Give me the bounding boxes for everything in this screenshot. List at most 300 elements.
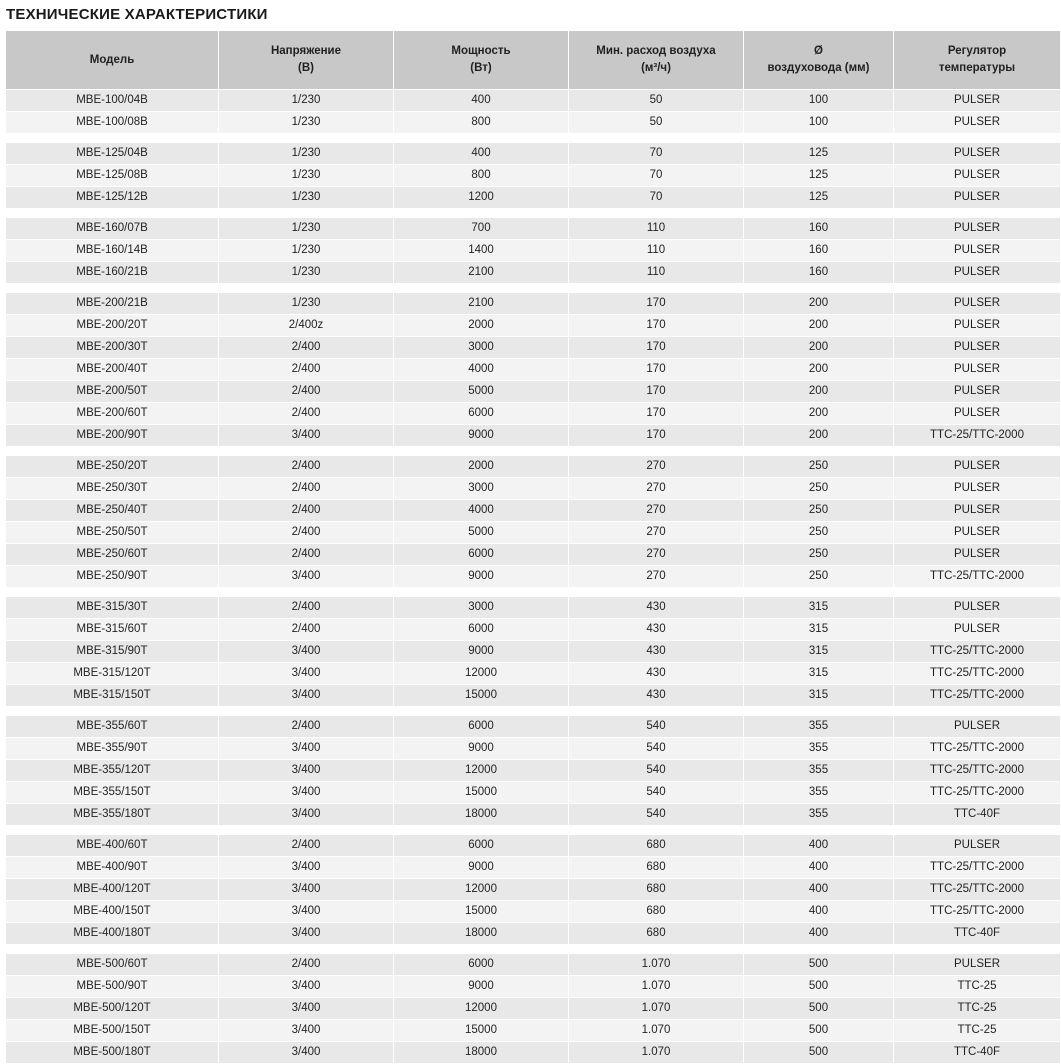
table-row bbox=[6, 165, 1061, 187]
cell-value: 2/400 bbox=[219, 456, 394, 478]
column-header-2 bbox=[394, 31, 569, 90]
cell-value: TTC-25/TTC-2000 bbox=[894, 663, 1061, 685]
table-row bbox=[6, 381, 1061, 403]
cell-value: 800 bbox=[394, 165, 569, 187]
cell-value: 700 bbox=[394, 218, 569, 240]
cell-value: 110 bbox=[569, 218, 744, 240]
cell-value: TTC-25/TTC-2000 bbox=[894, 901, 1061, 923]
cell-value: 2/400z bbox=[219, 315, 394, 337]
cell-model: MBE-355/90T bbox=[6, 738, 219, 760]
cell-model: MBE-200/20T bbox=[6, 315, 219, 337]
cell-model: MBE-315/30T bbox=[6, 597, 219, 619]
cell-value: 2/400 bbox=[219, 835, 394, 857]
group-separator-cell bbox=[6, 707, 1061, 716]
table-row bbox=[6, 1042, 1061, 1064]
cell-value: 400 bbox=[394, 90, 569, 112]
cell-value: PULSER bbox=[894, 597, 1061, 619]
cell-value: 12000 bbox=[394, 760, 569, 782]
cell-value: TTC-25/TTC-2000 bbox=[894, 760, 1061, 782]
cell-value: 270 bbox=[569, 566, 744, 588]
cell-value: 160 bbox=[744, 262, 894, 284]
cell-value: 3/400 bbox=[219, 857, 394, 879]
cell-value: PULSER bbox=[894, 293, 1061, 315]
cell-value: PULSER bbox=[894, 337, 1061, 359]
group-separator bbox=[6, 707, 1061, 716]
cell-value: 2/400 bbox=[219, 403, 394, 425]
page-title: ТЕХНИЧЕСКИЕ ХАРАКТЕРИСТИКИ bbox=[6, 6, 268, 23]
cell-value: PULSER bbox=[894, 522, 1061, 544]
cell-value: 315 bbox=[744, 619, 894, 641]
cell-model: MBE-355/150T bbox=[6, 782, 219, 804]
cell-value: 110 bbox=[569, 240, 744, 262]
cell-value: TTC-25/TTC-2000 bbox=[894, 685, 1061, 707]
cell-value: 9000 bbox=[394, 641, 569, 663]
cell-value: 315 bbox=[744, 685, 894, 707]
cell-value: 355 bbox=[744, 804, 894, 826]
cell-value: 9000 bbox=[394, 738, 569, 760]
cell-value: 50 bbox=[569, 90, 744, 112]
cell-value: PULSER bbox=[894, 262, 1061, 284]
cell-value: 1200 bbox=[394, 187, 569, 209]
table-row bbox=[6, 403, 1061, 425]
table-row bbox=[6, 112, 1061, 134]
table-row bbox=[6, 782, 1061, 804]
cell-value: 250 bbox=[744, 500, 894, 522]
cell-value: 315 bbox=[744, 641, 894, 663]
cell-model: MBE-200/60T bbox=[6, 403, 219, 425]
cell-value: TTC-25 bbox=[894, 1020, 1061, 1042]
cell-model: MBE-400/120T bbox=[6, 879, 219, 901]
cell-model: MBE-250/20T bbox=[6, 456, 219, 478]
cell-value: 500 bbox=[744, 954, 894, 976]
column-header-line2: (м³/ч) bbox=[641, 62, 671, 74]
cell-value: 1.070 bbox=[569, 1042, 744, 1064]
cell-value: 18000 bbox=[394, 804, 569, 826]
cell-value: PULSER bbox=[894, 381, 1061, 403]
cell-value: 250 bbox=[744, 522, 894, 544]
table-row bbox=[6, 619, 1061, 641]
cell-value: 250 bbox=[744, 544, 894, 566]
cell-value: 315 bbox=[744, 597, 894, 619]
table-row bbox=[6, 738, 1061, 760]
group-separator-cell bbox=[6, 284, 1061, 293]
table-body bbox=[6, 90, 1061, 1064]
table-row bbox=[6, 315, 1061, 337]
table-row bbox=[6, 187, 1061, 209]
cell-value: 1/230 bbox=[219, 187, 394, 209]
cell-value: PULSER bbox=[894, 403, 1061, 425]
table-row bbox=[6, 240, 1061, 262]
cell-value: 400 bbox=[744, 879, 894, 901]
cell-value: 2/400 bbox=[219, 337, 394, 359]
cell-value: 3/400 bbox=[219, 1042, 394, 1064]
cell-model: MBE-200/50T bbox=[6, 381, 219, 403]
table-head bbox=[6, 31, 1061, 90]
cell-value: 3000 bbox=[394, 337, 569, 359]
cell-value: 9000 bbox=[394, 857, 569, 879]
cell-value: 2100 bbox=[394, 293, 569, 315]
column-header-line1: Мин. расход воздуха bbox=[596, 45, 716, 58]
group-separator-cell bbox=[6, 588, 1061, 597]
cell-value: 18000 bbox=[394, 1042, 569, 1064]
cell-model: MBE-400/150T bbox=[6, 901, 219, 923]
cell-value: 3/400 bbox=[219, 738, 394, 760]
cell-value: 430 bbox=[569, 597, 744, 619]
table-row bbox=[6, 500, 1061, 522]
cell-model: MBE-315/90T bbox=[6, 641, 219, 663]
group-separator-cell bbox=[6, 447, 1061, 456]
cell-value: 5000 bbox=[394, 381, 569, 403]
cell-value: 6000 bbox=[394, 403, 569, 425]
table-row bbox=[6, 857, 1061, 879]
cell-model: MBE-500/180T bbox=[6, 1042, 219, 1064]
cell-model: MBE-160/07B bbox=[6, 218, 219, 240]
cell-model: MBE-315/150T bbox=[6, 685, 219, 707]
table-row bbox=[6, 293, 1061, 315]
cell-value: 1/230 bbox=[219, 143, 394, 165]
table-row bbox=[6, 425, 1061, 447]
cell-value: 12000 bbox=[394, 879, 569, 901]
cell-value: 125 bbox=[744, 165, 894, 187]
cell-model: MBE-500/60T bbox=[6, 954, 219, 976]
cell-value: 680 bbox=[569, 923, 744, 945]
group-separator bbox=[6, 588, 1061, 597]
cell-value: 15000 bbox=[394, 901, 569, 923]
cell-model: MBE-400/60T bbox=[6, 835, 219, 857]
cell-value: 250 bbox=[744, 456, 894, 478]
cell-value: 1.070 bbox=[569, 954, 744, 976]
cell-value: 540 bbox=[569, 760, 744, 782]
group-separator bbox=[6, 134, 1061, 143]
cell-value: 315 bbox=[744, 663, 894, 685]
column-header-line1: Регулятор bbox=[947, 45, 1007, 58]
cell-value: 680 bbox=[569, 835, 744, 857]
column-header-line1: Модель bbox=[89, 53, 135, 66]
table-row bbox=[6, 566, 1061, 588]
cell-value: 400 bbox=[744, 857, 894, 879]
cell-value: 100 bbox=[744, 112, 894, 134]
table-row bbox=[6, 1020, 1061, 1042]
cell-value: 3000 bbox=[394, 478, 569, 500]
cell-value: 3/400 bbox=[219, 782, 394, 804]
group-separator bbox=[6, 826, 1061, 835]
cell-value: 2/400 bbox=[219, 381, 394, 403]
column-header-0 bbox=[6, 31, 219, 90]
cell-value: TTC-40F bbox=[894, 923, 1061, 945]
cell-value: 270 bbox=[569, 478, 744, 500]
cell-value: TTC-25 bbox=[894, 976, 1061, 998]
cell-value: 1.070 bbox=[569, 1020, 744, 1042]
column-header-line1: Мощность bbox=[451, 45, 511, 58]
cell-value: TTC-25/TTC-2000 bbox=[894, 857, 1061, 879]
cell-model: MBE-125/08B bbox=[6, 165, 219, 187]
cell-value: PULSER bbox=[894, 165, 1061, 187]
table-row bbox=[6, 90, 1061, 112]
cell-value: 200 bbox=[744, 337, 894, 359]
cell-value: 6000 bbox=[394, 619, 569, 641]
cell-value: 3/400 bbox=[219, 976, 394, 998]
column-header-line2: температуры bbox=[938, 62, 1016, 74]
cell-model: MBE-250/60T bbox=[6, 544, 219, 566]
cell-value: 270 bbox=[569, 522, 744, 544]
cell-value: 1.070 bbox=[569, 998, 744, 1020]
cell-value: 200 bbox=[744, 381, 894, 403]
table-row bbox=[6, 954, 1061, 976]
cell-value: 110 bbox=[569, 262, 744, 284]
cell-value: 1/230 bbox=[219, 165, 394, 187]
cell-value: 1400 bbox=[394, 240, 569, 262]
cell-value: 2100 bbox=[394, 262, 569, 284]
group-separator bbox=[6, 209, 1061, 218]
table-row bbox=[6, 760, 1061, 782]
cell-value: PULSER bbox=[894, 954, 1061, 976]
cell-value: 3/400 bbox=[219, 879, 394, 901]
cell-value: 200 bbox=[744, 293, 894, 315]
cell-value: 200 bbox=[744, 359, 894, 381]
cell-value: 5000 bbox=[394, 522, 569, 544]
cell-value: 3/400 bbox=[219, 760, 394, 782]
cell-value: 355 bbox=[744, 716, 894, 738]
cell-value: 9000 bbox=[394, 425, 569, 447]
group-separator-cell bbox=[6, 134, 1061, 143]
cell-value: PULSER bbox=[894, 619, 1061, 641]
table-row bbox=[6, 641, 1061, 663]
column-header-line2: воздуховода (мм) bbox=[767, 62, 870, 74]
cell-value: 2/400 bbox=[219, 619, 394, 641]
cell-value: 12000 bbox=[394, 998, 569, 1020]
cell-model: MBE-400/90T bbox=[6, 857, 219, 879]
cell-value: PULSER bbox=[894, 456, 1061, 478]
cell-value: TTC-25/TTC-2000 bbox=[894, 879, 1061, 901]
cell-value: 200 bbox=[744, 403, 894, 425]
cell-value: TTC-40F bbox=[894, 804, 1061, 826]
table-row bbox=[6, 218, 1061, 240]
group-separator bbox=[6, 945, 1061, 954]
cell-value: PULSER bbox=[894, 500, 1061, 522]
cell-value: 2/400 bbox=[219, 522, 394, 544]
cell-value: TTC-25/TTC-2000 bbox=[894, 425, 1061, 447]
cell-value: 1.070 bbox=[569, 976, 744, 998]
cell-value: TTC-25/TTC-2000 bbox=[894, 782, 1061, 804]
cell-value: 15000 bbox=[394, 685, 569, 707]
cell-value: 9000 bbox=[394, 566, 569, 588]
cell-value: 2/400 bbox=[219, 954, 394, 976]
cell-value: 500 bbox=[744, 976, 894, 998]
cell-value: PULSER bbox=[894, 143, 1061, 165]
cell-value: 6000 bbox=[394, 835, 569, 857]
cell-value: 170 bbox=[569, 337, 744, 359]
cell-model: MBE-200/40T bbox=[6, 359, 219, 381]
cell-value: 3/400 bbox=[219, 425, 394, 447]
cell-value: 15000 bbox=[394, 782, 569, 804]
table-row bbox=[6, 337, 1061, 359]
column-header-line2: (В) bbox=[298, 62, 314, 74]
cell-value: 3/400 bbox=[219, 804, 394, 826]
cell-value: TTC-25/TTC-2000 bbox=[894, 738, 1061, 760]
cell-value: 170 bbox=[569, 381, 744, 403]
cell-value: PULSER bbox=[894, 478, 1061, 500]
table-row bbox=[6, 976, 1061, 998]
table-row bbox=[6, 998, 1061, 1020]
cell-value: TTC-40F bbox=[894, 1042, 1061, 1064]
cell-value: 3/400 bbox=[219, 663, 394, 685]
cell-value: 270 bbox=[569, 500, 744, 522]
cell-value: 355 bbox=[744, 738, 894, 760]
cell-value: 100 bbox=[744, 90, 894, 112]
cell-value: 355 bbox=[744, 782, 894, 804]
cell-value: PULSER bbox=[894, 716, 1061, 738]
cell-model: MBE-200/21B bbox=[6, 293, 219, 315]
cell-value: 430 bbox=[569, 641, 744, 663]
cell-value: 6000 bbox=[394, 544, 569, 566]
cell-value: 2/400 bbox=[219, 544, 394, 566]
cell-model: MBE-125/12B bbox=[6, 187, 219, 209]
table-row bbox=[6, 522, 1061, 544]
cell-value: 70 bbox=[569, 187, 744, 209]
table-row bbox=[6, 716, 1061, 738]
table-row bbox=[6, 359, 1061, 381]
table-row bbox=[6, 143, 1061, 165]
cell-value: 540 bbox=[569, 716, 744, 738]
cell-value: 680 bbox=[569, 901, 744, 923]
cell-value: 430 bbox=[569, 685, 744, 707]
cell-value: 680 bbox=[569, 879, 744, 901]
cell-value: 12000 bbox=[394, 663, 569, 685]
cell-value: 1/230 bbox=[219, 112, 394, 134]
cell-value: 400 bbox=[394, 143, 569, 165]
cell-value: 70 bbox=[569, 143, 744, 165]
cell-value: TTC-25/TTC-2000 bbox=[894, 641, 1061, 663]
column-header-1 bbox=[219, 31, 394, 90]
cell-model: MBE-250/40T bbox=[6, 500, 219, 522]
cell-value: 3/400 bbox=[219, 923, 394, 945]
cell-value: PULSER bbox=[894, 90, 1061, 112]
cell-value: 2/400 bbox=[219, 597, 394, 619]
column-header-line1: Ø bbox=[814, 45, 823, 58]
cell-value: PULSER bbox=[894, 315, 1061, 337]
cell-value: PULSER bbox=[894, 835, 1061, 857]
cell-value: 170 bbox=[569, 425, 744, 447]
cell-value: 2/400 bbox=[219, 478, 394, 500]
cell-value: PULSER bbox=[894, 544, 1061, 566]
cell-model: MBE-160/21B bbox=[6, 262, 219, 284]
cell-value: 3/400 bbox=[219, 998, 394, 1020]
cell-model: MBE-355/60T bbox=[6, 716, 219, 738]
group-separator-cell bbox=[6, 209, 1061, 218]
table-row bbox=[6, 544, 1061, 566]
cell-model: MBE-315/120T bbox=[6, 663, 219, 685]
table-row bbox=[6, 456, 1061, 478]
cell-value: PULSER bbox=[894, 359, 1061, 381]
table-row bbox=[6, 901, 1061, 923]
column-header-line1: Напряжение bbox=[270, 45, 342, 58]
cell-model: MBE-125/04B bbox=[6, 143, 219, 165]
cell-value: 125 bbox=[744, 143, 894, 165]
cell-value: 250 bbox=[744, 478, 894, 500]
cell-value: 800 bbox=[394, 112, 569, 134]
cell-value: 1/230 bbox=[219, 218, 394, 240]
cell-value: 500 bbox=[744, 1042, 894, 1064]
cell-value: 540 bbox=[569, 782, 744, 804]
cell-value: 70 bbox=[569, 165, 744, 187]
cell-value: 170 bbox=[569, 403, 744, 425]
cell-value: 160 bbox=[744, 218, 894, 240]
cell-value: 270 bbox=[569, 456, 744, 478]
table-row bbox=[6, 663, 1061, 685]
table-row bbox=[6, 879, 1061, 901]
column-header-3 bbox=[569, 31, 744, 90]
cell-value: 3/400 bbox=[219, 901, 394, 923]
cell-value: 400 bbox=[744, 923, 894, 945]
cell-value: 15000 bbox=[394, 1020, 569, 1042]
cell-value: 160 bbox=[744, 240, 894, 262]
cell-value: 200 bbox=[744, 315, 894, 337]
table-row bbox=[6, 923, 1061, 945]
cell-value: 170 bbox=[569, 359, 744, 381]
cell-value: PULSER bbox=[894, 112, 1061, 134]
cell-value: 3000 bbox=[394, 597, 569, 619]
cell-value: 9000 bbox=[394, 976, 569, 998]
cell-value: 1/230 bbox=[219, 262, 394, 284]
cell-value: 270 bbox=[569, 544, 744, 566]
cell-model: MBE-355/180T bbox=[6, 804, 219, 826]
cell-model: MBE-500/90T bbox=[6, 976, 219, 998]
cell-value: 355 bbox=[744, 760, 894, 782]
cell-value: 6000 bbox=[394, 954, 569, 976]
cell-value: 125 bbox=[744, 187, 894, 209]
cell-model: MBE-500/120T bbox=[6, 998, 219, 1020]
cell-model: MBE-400/180T bbox=[6, 923, 219, 945]
cell-value: PULSER bbox=[894, 218, 1061, 240]
cell-value: 2000 bbox=[394, 456, 569, 478]
cell-value: 170 bbox=[569, 293, 744, 315]
cell-model: MBE-315/60T bbox=[6, 619, 219, 641]
group-separator bbox=[6, 447, 1061, 456]
group-separator bbox=[6, 284, 1061, 293]
cell-model: MBE-160/14B bbox=[6, 240, 219, 262]
cell-value: 4000 bbox=[394, 500, 569, 522]
cell-model: MBE-200/90T bbox=[6, 425, 219, 447]
cell-value: 6000 bbox=[394, 716, 569, 738]
cell-model: MBE-100/04B bbox=[6, 90, 219, 112]
cell-model: MBE-250/50T bbox=[6, 522, 219, 544]
cell-value: PULSER bbox=[894, 240, 1061, 262]
table-header-row bbox=[6, 31, 1061, 90]
cell-value: 2/400 bbox=[219, 716, 394, 738]
column-header-line2: (Вт) bbox=[470, 62, 492, 74]
cell-model: MBE-250/90T bbox=[6, 566, 219, 588]
cell-value: 3/400 bbox=[219, 1020, 394, 1042]
cell-value: 4000 bbox=[394, 359, 569, 381]
cell-value: 430 bbox=[569, 619, 744, 641]
cell-model: MBE-200/30T bbox=[6, 337, 219, 359]
group-separator-cell bbox=[6, 826, 1061, 835]
cell-value: TTC-25/TTC-2000 bbox=[894, 566, 1061, 588]
specifications-table bbox=[5, 30, 1061, 1064]
cell-value: 400 bbox=[744, 835, 894, 857]
cell-value: 3/400 bbox=[219, 685, 394, 707]
column-header-4 bbox=[744, 31, 894, 90]
cell-value: 680 bbox=[569, 857, 744, 879]
cell-value: 250 bbox=[744, 566, 894, 588]
cell-model: MBE-250/30T bbox=[6, 478, 219, 500]
cell-model: MBE-100/08B bbox=[6, 112, 219, 134]
cell-value: 1/230 bbox=[219, 293, 394, 315]
cell-value: 3/400 bbox=[219, 641, 394, 663]
table-row bbox=[6, 478, 1061, 500]
cell-value: 500 bbox=[744, 1020, 894, 1042]
cell-value: PULSER bbox=[894, 187, 1061, 209]
